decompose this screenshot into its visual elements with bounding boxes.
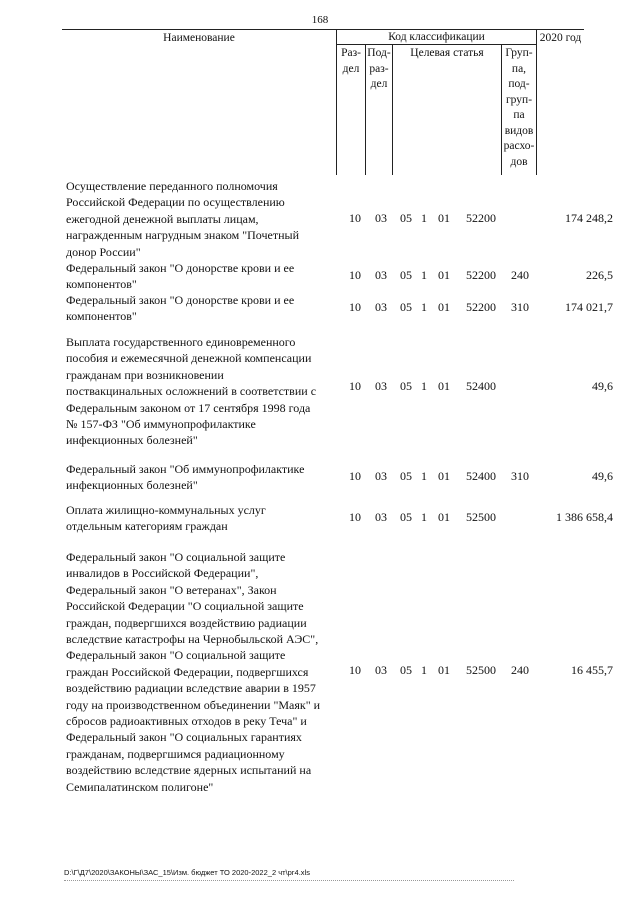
row-expense-group: 310	[511, 300, 529, 314]
row-amount: 226,5	[586, 268, 613, 282]
row-section: 10	[349, 268, 361, 282]
row-event: 01	[438, 379, 450, 393]
row-name: Выплата государственного единовременного пособия и ежемесячной денежной компенсации гражданам при возникновении поствакцинальных осложнений в соответствии с Федеральным законом от 17 сентября 1998 года № 157-ФЗ "Об иммунопрофилактике инфекционных болезней"	[66, 335, 317, 448]
row-subsection: 03	[375, 663, 387, 677]
row-section: 10	[349, 663, 361, 677]
row-amount: 49,6	[592, 379, 613, 393]
row-expense-group: 240	[511, 663, 529, 677]
row-section: 10	[349, 469, 361, 483]
row-amount: 49,6	[592, 469, 613, 483]
row-name: Оплата жилищно-коммунальных услуг отдельным категориям граждан	[66, 503, 266, 534]
header-subsection: Под- раз- дел	[367, 47, 391, 90]
row-name: Федеральный закон "О донорстве крови и ее компонентов"	[66, 261, 295, 292]
table-header	[62, 29, 584, 175]
row-subsection: 03	[375, 510, 387, 524]
header-name: Наименование	[163, 32, 235, 44]
row-subprogram: 1	[421, 510, 427, 524]
row-expense-group: 240	[511, 268, 529, 282]
row-program: 05	[400, 268, 412, 282]
row-direction: 52500	[466, 663, 496, 677]
row-subprogram: 1	[421, 211, 427, 225]
row-program: 05	[400, 211, 412, 225]
row-program: 05	[400, 379, 412, 393]
row-event: 01	[438, 510, 450, 524]
row-name: Федеральный закон "О донорстве крови и ее компонентов"	[66, 293, 295, 324]
row-direction: 52200	[466, 211, 496, 225]
row-event: 01	[438, 663, 450, 677]
row-amount: 16 455,7	[571, 663, 613, 677]
row-section: 10	[349, 510, 361, 524]
row-subprogram: 1	[421, 663, 427, 677]
row-program: 05	[400, 663, 412, 677]
row-subsection: 03	[375, 379, 387, 393]
page-number: 168	[311, 14, 329, 26]
row-subprogram: 1	[421, 379, 427, 393]
row-direction: 52400	[466, 379, 496, 393]
row-subsection: 03	[375, 268, 387, 282]
row-subprogram: 1	[421, 469, 427, 483]
row-subsection: 03	[375, 211, 387, 225]
row-section: 10	[349, 300, 361, 314]
row-section: 10	[349, 211, 361, 225]
row-direction: 52500	[466, 510, 496, 524]
row-subprogram: 1	[421, 300, 427, 314]
row-event: 01	[438, 469, 450, 483]
row-direction: 52400	[466, 469, 496, 483]
row-program: 05	[400, 300, 412, 314]
row-amount: 174 248,2	[565, 211, 613, 225]
row-section: 10	[349, 379, 361, 393]
row-event: 01	[438, 268, 450, 282]
header-section: Раз- дел	[341, 47, 361, 75]
row-expense-group: 310	[511, 469, 529, 483]
header-target-article: Целевая статья	[410, 47, 484, 59]
header-year: 2020 год	[539, 32, 582, 44]
row-amount: 1 386 658,4	[556, 510, 613, 524]
row-subsection: 03	[375, 300, 387, 314]
row-program: 05	[400, 510, 412, 524]
row-name: Федеральный закон "Об иммунопрофилактике инфекционных болезней"	[66, 462, 305, 493]
header-classification-code: Код классификации	[388, 31, 485, 43]
row-event: 01	[438, 300, 450, 314]
row-direction: 52200	[466, 300, 496, 314]
footer-divider	[64, 880, 514, 881]
row-name: Федеральный закон "О социальной защите инвалидов в Российской Федерации", Федеральный закон "О ветеранах", Закон Российской Федерации "О социальной защите граждан, подвергшихся воздействию радиации вследствие катастрофы на Чернобыльской АЭС", Федеральный закон "О социальной защите граждан Российской Федерации, подвергшихся воздействию радиации вследствие аварии в 1957 году на производственном объединении "Маяк" и сбросов радиоактивных отходов в реку Теча" и Федеральный закон "О социальных гарантиях гражданам, подвергшимся радиационному воздействию вследствие ядерных испытаний на Семипалатинском полигоне"	[66, 550, 321, 794]
file-path-footer: D:\Г\Д7\2020\ЗАКОНЫ\ЗАС_15\Изм. бюджет ТО 2020-2022_2 чт\рг4.xls	[64, 868, 310, 877]
row-subsection: 03	[375, 469, 387, 483]
row-event: 01	[438, 211, 450, 225]
header-expense-group: Груп- па, под- груп- па видов расхо- дов	[503, 47, 535, 168]
row-name: Осуществление переданного полномочия Российской Федерации по осуществлению ежегодной денежной выплаты лицам, награжденным нагрудным знаком "Почетный донор России"	[66, 179, 299, 259]
row-subprogram: 1	[421, 268, 427, 282]
row-direction: 52200	[466, 268, 496, 282]
row-program: 05	[400, 469, 412, 483]
row-amount: 174 021,7	[565, 300, 613, 314]
